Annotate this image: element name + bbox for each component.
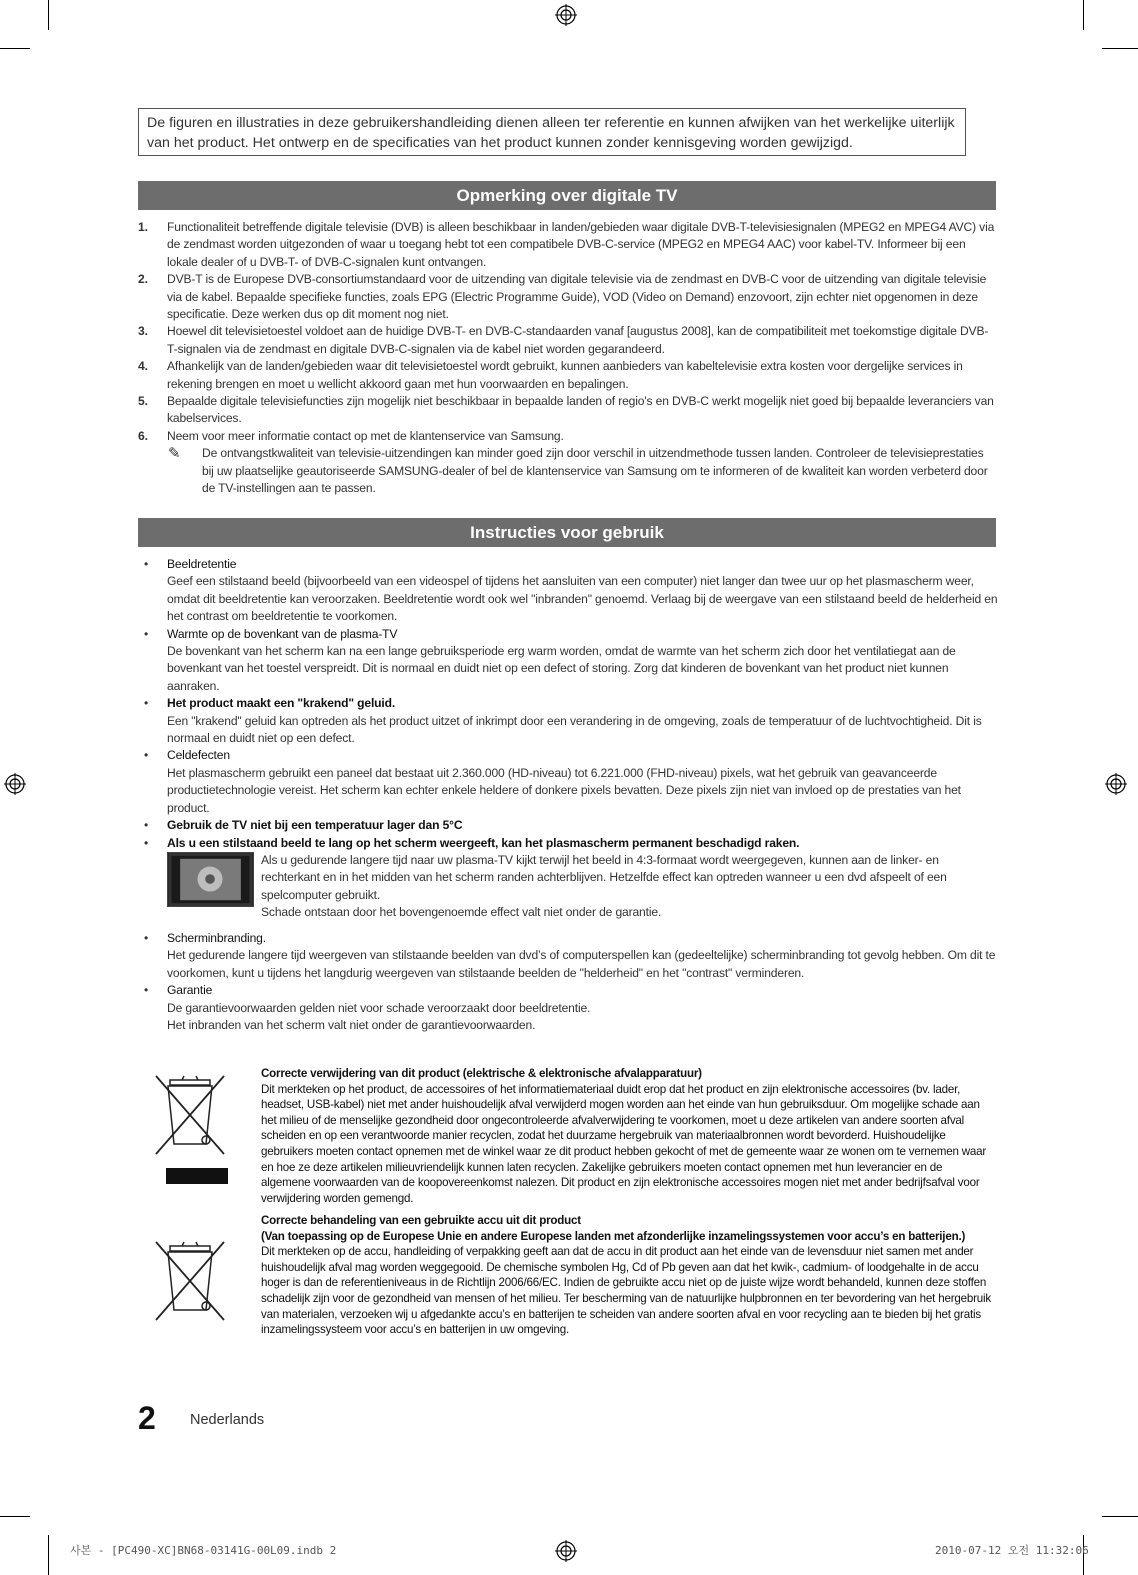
bullet-icon: • <box>144 818 149 833</box>
language-label: Nederlands <box>190 1412 265 1428</box>
list-item: • Garantie De garantievoorwaarden gelden niet voor schade veroorzaakt door beeldretentie. Het inbranden van het scherm valt niet onder de garantievoorwaarden. <box>144 983 591 1032</box>
bullet-icon: • <box>144 626 149 641</box>
image-note: Als u gedurende langere tijd naar uw plasma-TV kijkt terwijl het beeld in 4:3-formaat wordt weergegeven, kunnen aan de linker- en rechterkant en in het midden van het scherm randen achterblijven. Hetzelfde effect kan optreden wanneer u een dvd afspeelt of een spelcomputer gebruikt. Schade ontstaan door het bovengenoemde effect valt niet onder de garantie. <box>138 852 998 922</box>
print-slug-left: 사본 - [PC490-XC]BN68-03141G-00L09.indb 2 <box>70 1544 337 1557</box>
list-item: 3. Hoewel dit televisietoestel voldoet aan de huidige DVB-T- en DVB-C-standaarden vanaf [augustus 2008], kan de compatibiliteit met toekomstige digitale DVB-T-signalen via de zendmast en digitale DVB-C-signalen via de kabel niet worden gegarandeerd. <box>138 324 989 356</box>
list-item: 1. Functionaliteit betreffende digitale televisie (DVB) is alleen beschikbaar in landen/gebieden waar digitale DVB-T-televisiesignalen (MPEG2 en MPEG4 AVC) via de zendmast worden uitgezonden of waar u toegang hebt tot een compatibele DVB-C-service (MPEG2 en MPEG4 AAC) voor kabel-TV. Informeer bij een lokale dealer of u DVB-T- of DVB-C-signalen kunt ontvangen. <box>138 220 995 269</box>
note: ✎ De ontvangstkwaliteit van televisie-uitzendingen kan minder goed zijn door verschil in uitzendmethode tussen landen. Controleer de televisieprestaties bij uw plaatselijke geautoriseerde SAMSUNG-dealer of bel de klantenservice van Samsung om te informeren of de kwaliteit kan worden verbeterd door de TV-instellingen aan te passen. <box>168 445 988 496</box>
section-title-digital-tv: Opmerking over digitale TV <box>138 181 996 210</box>
crop-mark <box>1083 0 1084 30</box>
section-title-instructions: Instructies voor gebruik <box>138 518 996 547</box>
print-slug-right: 2010-07-12 오전 11:32:06 <box>935 1544 1089 1557</box>
list-item: • Scherminbranding. Het gedurende langere tijd weergeven van stilstaande beelden van dvd’s of computerspellen kan (gedeeltelijke) scherminbranding tot gevolg hebben. Om dit te voorkomen, kunt u tijdens het langdurig weergeven van stilstaande beelden de "helderheid" en het "contrast" verminderen. <box>144 930 996 980</box>
crop-mark <box>1102 1516 1138 1517</box>
list-item: 6. Neem voor meer informatie contact op met de klantenservice van Samsung. <box>138 428 564 443</box>
crossed-battery-bin-icon <box>150 1238 230 1328</box>
crossed-bin-icon <box>150 1072 230 1186</box>
registration-mark-icon <box>555 4 577 26</box>
bullet-icon: • <box>144 696 149 711</box>
crop-mark <box>1102 48 1138 49</box>
list-item: • Celdefecten Het plasmascherm gebruikt een paneel dat bestaat uit 2.360.000 (HD-niveau) tot 6.221.000 (FHD-niveau) pixels, wat het gebruik van geavanceerde productietechnologie vereist. Het scherm kan echter enkele heldere of donkere pixels bevatten. Deze pixels zijn niet van invloed op de prestaties van het product. <box>144 748 961 815</box>
note-pencil-icon: ✎ <box>168 445 181 463</box>
list-item: • Beeldretentie Geef een stilstaand beeld (bijvoorbeeld van een videospel of tijdens het aansluiten van een computer) niet langer dan twee uur op het plasmascherm weer, omdat dit beeldretentie kan veroorzaken. Beeldretentie wordt ook wel "inbranden" genoemd. Verlaag bij de weergave van een stilstaand beeld de helderheid en het contrast om beeldretentie te voorkomen. <box>144 557 998 624</box>
disclaimer-box: De figuren en illustraties in deze gebruikershandleiding dienen alleen ter referentie en kunnen afwijken van het werkelijke uiterlijk van het product. Het ontwerp en de specificaties van het product kunnen zonder kennisgeving worden gewijzigd. <box>138 108 966 156</box>
list-item: 2. DVB-T is de Europese DVB-consortiumstandaard voor de uitzending van digitale televisie via de zendmast en DVB-C voor de uitzending van digitale televisie via de kabel. Bepaalde specifieke functies, zoals EPG (Electric Programme Guide), VOD (Video on Demand) enzovoort, zijn echter niet opgenomen in deze specificatie. Deze werken dus op dit moment nog niet. <box>138 272 987 322</box>
registration-mark-icon <box>1105 773 1127 795</box>
registration-mark-icon <box>4 773 26 795</box>
list-item: • Het product maakt een "krakend" geluid. Een "krakend" geluid kan optreden als het product uitzet of inkrimpt door een verandering in de omgeving, zoals de temperatuur of de luchtvochtigheid. Dit is normaal en duidt niet op een defect. <box>144 696 982 746</box>
bullet-icon: • <box>144 748 149 763</box>
battery-section: Correcte behandeling van een gebruikte accu uit dit product (Van toepassing op de Europese Unie en andere Europese landen met afzonderlijke inzamelingssystemen voor accu’s en batterijen.) Dit merkteken op de accu, handleiding of verpakking geeft aan dat de accu in dit product aan het einde van de levensduur niet samen met ander huishoudelijk afval mag worden weggegooid. De chemische symbolen Hg, Cd of Pb geven aan dat het kwik-, cadmium- of loodgehalte in de accu hoger is dan de referentieniveaus in de Richtlijn 2006/66/EC. Indien de gebruikte accu niet op de juiste wijze wordt behandeld, kunnen deze stoffen schadelijk zijn voor de gezondheid van mensen of het milieu. Ter bescherming van de natuurlijke hulpbronnen en ter bevordering van het hergebruik van materialen, verzoeken wij u afgedankte accu’s en batterijen te scheiden van andere soorten afval en voor recycling aan te bieden bij het gratis inzamelingssysteem voor accu’s en batterijen in uw omgeving. <box>261 1214 991 1337</box>
instructions-list <box>138 556 998 1034</box>
list-item: • Gebruik de TV niet bij een temperatuur lager dan 5°C <box>138 817 998 834</box>
bullet-icon: • <box>144 930 149 945</box>
list-item: 4. Afhankelijk van de landen/gebieden waar dit televisietoestel wordt gebruikt, kunnen aanbieders van kabeltelevisie extra kosten voor dergelijke services in rekening brengen en moet u wellicht akkoord gaan met hun voorwaarden en bepalingen. <box>138 359 963 391</box>
bullet-icon: • <box>144 983 149 998</box>
crop-mark <box>48 0 49 30</box>
list-item: • Als u een stilstaand beeld te lang op het scherm weergeeft, kan het plasmascherm permanent beschadigd raken. <box>138 835 998 852</box>
list-item: 5. Bepaalde digitale televisiefuncties zijn mogelijk niet beschikbaar in bepaalde landen of regio's en DVB-C werkt mogelijk niet goed bij bepaalde leveranciers van kabelservices. <box>138 394 994 426</box>
bullet-icon: • <box>144 835 149 850</box>
bullet-icon: • <box>144 557 149 571</box>
crop-mark <box>0 48 30 49</box>
registration-mark-icon <box>555 1540 577 1562</box>
list-item: • Warmte op de bovenkant van de plasma-TV De bovenkant van het scherm kan na een lange gebruiksperiode erg warm worden, omdat de warmte van het scherm zich door het ventilatiegat aan de bovenkant van het toestel verspreidt. Dit is normaal en duidt niet op een defect of storing. Zorg dat kinderen de bovenkant van het product niet kunnen aanraken. <box>144 626 956 693</box>
page-number: 2 <box>138 1400 156 1436</box>
crop-mark <box>0 1516 30 1517</box>
crop-mark <box>48 1535 49 1575</box>
tv-screen-image <box>167 852 254 907</box>
weee-section: Correcte verwijdering van dit product (elektrische & elektronische afvalapparatuur) Dit merkteken op het product, de accessoires of het informatiemateriaal duidt erop dat het product en zijn elektronische accessoires (bv. lader, headset, USB-kabel) niet met ander huishoudelijk afval verwijderd mogen worden aan het einde van hun gebruiksduur. Om mogelijke schade aan het milieu of de menselijke gezondheid door ongecontroleerde afvalverwijdering te voorkomen, moet u deze artikelen van andere soorten afval scheiden en op een verantwoorde manier recyclen, zodat het duurzame hergebruik van materiaalbronnen wordt bevorderd. Huishoudelijke gebruikers moeten contact opnemen met de winkel waar ze dit product hebben gekocht of met de gemeente waar ze wonen om te vernemen waar en hoe ze deze artikelen milieuvriendelijk kunnen laten recyclen. Zakelijke gebruikers moeten contact opnemen met hun leverancier en de algemene voorwaarden van de koopovereenkomst nalezen. Dit product en zijn elektronische accessoires mogen niet met ander bedrijfsafval voor verwijdering worden gemengd. <box>261 1067 987 1205</box>
digital-tv-list <box>138 219 998 498</box>
